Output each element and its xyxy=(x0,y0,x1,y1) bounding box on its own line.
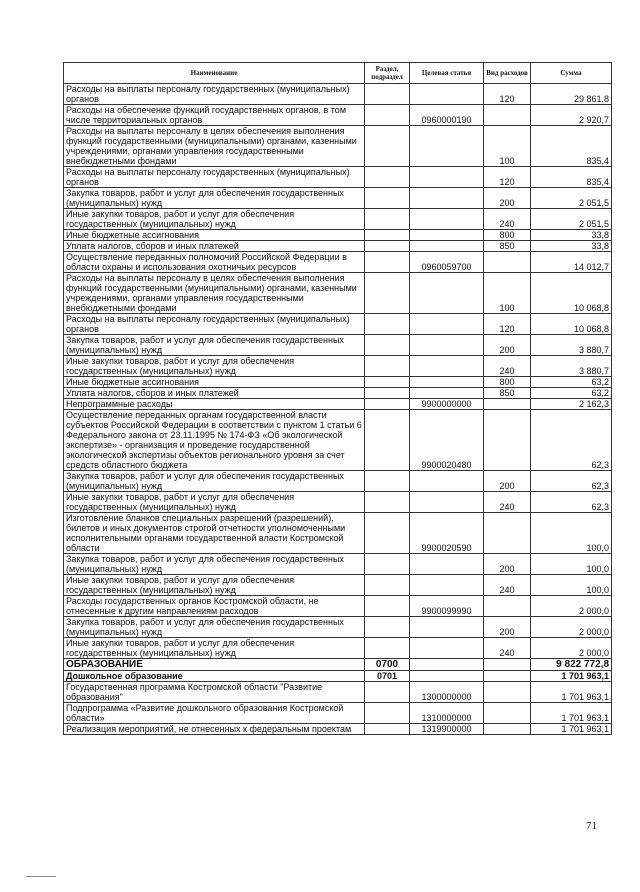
table-row xyxy=(64,617,612,638)
cell-amount: 2 051,5 xyxy=(531,209,612,230)
header-name: Наименование xyxy=(64,63,365,84)
header-section: Раздел, подраздел xyxy=(365,63,410,84)
cell-name: Иные закупки товаров, работ и услуг для обеспечения государственных (муниципальных) нужд xyxy=(64,209,365,230)
table-row xyxy=(64,682,612,703)
table-row xyxy=(64,554,612,575)
cell-amount: 1 701 963,1 xyxy=(531,671,612,682)
cell-amount: 33,8 xyxy=(531,230,612,241)
cell-target xyxy=(410,492,484,513)
table-row xyxy=(64,638,612,659)
cell-section xyxy=(365,230,410,241)
cell-section xyxy=(365,682,410,703)
cell-type: 240 xyxy=(484,356,531,377)
cell-type: 120 xyxy=(484,314,531,335)
cell-section xyxy=(365,703,410,724)
cell-name: Осуществление переданных органам государственной власти субъектов Российской Федерации в соответствии с пунктом 1 статьи 6 Федерального закона от 23.11.1995 № 174-ФЗ «Об экологической экспертизе» - организация и проведение государственной экологической экспертизы объектов регионального уровня за счет средств областного бюджета xyxy=(64,410,365,471)
cell-name: Закупка товаров, работ и услуг для обеспечения государственных (муниципальных) нужд xyxy=(64,188,365,209)
cell-section xyxy=(365,314,410,335)
cell-amount: 100,0 xyxy=(531,554,612,575)
cell-amount: 29 861,8 xyxy=(531,84,612,105)
cell-name: Расходы на выплаты персоналу государственных (муниципальных) органов xyxy=(64,84,365,105)
table-row xyxy=(64,126,612,167)
page-number: 71 xyxy=(586,820,597,832)
cell-amount: 2 920,7 xyxy=(531,105,612,126)
cell-target: 9900020590 xyxy=(410,513,484,554)
footer-divider xyxy=(26,876,56,877)
table-row xyxy=(64,671,612,682)
cell-amount: 10 068,8 xyxy=(531,314,612,335)
table-row xyxy=(64,241,612,252)
header-target: Целевая статья xyxy=(410,63,484,84)
table-row xyxy=(64,410,612,471)
cell-name: Иные закупки товаров, работ и услуг для обеспечения государственных (муниципальных) нужд xyxy=(64,356,365,377)
cell-target xyxy=(410,273,484,314)
cell-type xyxy=(484,513,531,554)
cell-name: Закупка товаров, работ и услуг для обеспечения государственных (муниципальных) нужд xyxy=(64,617,365,638)
table-row xyxy=(64,188,612,209)
cell-name: Изготовление бланков специальных разрешений (разрешений), билетов и иных документов строгой отчетности уполномоченными исполнительными органами государственной власти Костромской области xyxy=(64,513,365,554)
cell-amount: 2 000,0 xyxy=(531,638,612,659)
cell-amount: 1 701 963,1 xyxy=(531,682,612,703)
cell-amount: 100,0 xyxy=(531,513,612,554)
cell-section xyxy=(365,84,410,105)
cell-section xyxy=(365,273,410,314)
table-row xyxy=(64,596,612,617)
cell-target: 9900099990 xyxy=(410,596,484,617)
cell-section xyxy=(365,638,410,659)
cell-target xyxy=(410,188,484,209)
cell-section xyxy=(365,252,410,273)
table-row xyxy=(64,575,612,596)
table-row xyxy=(64,703,612,724)
cell-target: 0960000190 xyxy=(410,105,484,126)
cell-type xyxy=(484,659,531,671)
cell-amount: 3 880,7 xyxy=(531,335,612,356)
cell-target xyxy=(410,471,484,492)
cell-section xyxy=(365,126,410,167)
cell-name: Уплата налогов, сборов и иных платежей xyxy=(64,241,365,252)
cell-name: Иные закупки товаров, работ и услуг для обеспечения государственных (муниципальных) нужд xyxy=(64,638,365,659)
cell-name: Реализация мероприятий, не отнесенных к федеральным проектам xyxy=(64,724,365,735)
cell-amount: 1 701 963,1 xyxy=(531,703,612,724)
cell-section xyxy=(365,167,410,188)
cell-target xyxy=(410,356,484,377)
cell-amount: 62,3 xyxy=(531,492,612,513)
cell-name: Осуществление переданных полномочий Российской Федерации в области охраны и использования охотничьих ресурсов xyxy=(64,252,365,273)
cell-target: 9900000000 xyxy=(410,399,484,410)
cell-target: 1300000000 xyxy=(410,682,484,703)
cell-type xyxy=(484,399,531,410)
cell-section xyxy=(365,617,410,638)
cell-section xyxy=(365,356,410,377)
cell-amount: 835,4 xyxy=(531,126,612,167)
cell-section xyxy=(365,513,410,554)
cell-amount: 2 162,3 xyxy=(531,399,612,410)
cell-name: Расходы на выплаты персоналу государственных (муниципальных) органов xyxy=(64,167,365,188)
cell-section xyxy=(365,471,410,492)
cell-type xyxy=(484,410,531,471)
cell-target xyxy=(410,167,484,188)
table-row xyxy=(64,335,612,356)
cell-type: 120 xyxy=(484,167,531,188)
cell-amount: 9 822 772,8 xyxy=(531,659,612,671)
table-row xyxy=(64,252,612,273)
cell-type xyxy=(484,703,531,724)
cell-amount: 33,8 xyxy=(531,241,612,252)
cell-section xyxy=(365,241,410,252)
table-row xyxy=(64,314,612,335)
cell-target: 0960059700 xyxy=(410,252,484,273)
cell-name: Иные бюджетные ассигнования xyxy=(64,230,365,241)
cell-target xyxy=(410,388,484,399)
header-type: Вид расходов xyxy=(484,63,531,84)
table-row xyxy=(64,167,612,188)
cell-amount: 2 051,5 xyxy=(531,188,612,209)
cell-section xyxy=(365,377,410,388)
cell-target: 1310000000 xyxy=(410,703,484,724)
cell-type xyxy=(484,105,531,126)
cell-type: 800 xyxy=(484,230,531,241)
cell-target xyxy=(410,126,484,167)
cell-target xyxy=(410,659,484,671)
cell-amount: 1 701 963,1 xyxy=(531,724,612,735)
header-amount: Сумма xyxy=(531,63,612,84)
cell-section xyxy=(365,724,410,735)
table-row xyxy=(64,471,612,492)
cell-target xyxy=(410,230,484,241)
cell-type: 120 xyxy=(484,84,531,105)
table-row xyxy=(64,209,612,230)
cell-amount: 835,4 xyxy=(531,167,612,188)
cell-section xyxy=(365,388,410,399)
cell-amount: 62,3 xyxy=(531,471,612,492)
cell-type: 240 xyxy=(484,209,531,230)
cell-name: Иные закупки товаров, работ и услуг для обеспечения государственных (муниципальных) нужд xyxy=(64,575,365,596)
cell-section: 0700 xyxy=(365,659,410,671)
table-header-row xyxy=(64,63,612,84)
table-row xyxy=(64,399,612,410)
cell-name: Иные закупки товаров, работ и услуг для обеспечения государственных (муниципальных) нужд xyxy=(64,492,365,513)
cell-section xyxy=(365,209,410,230)
cell-target xyxy=(410,377,484,388)
cell-type: 200 xyxy=(484,617,531,638)
cell-name: Закупка товаров, работ и услуг для обеспечения государственных (муниципальных) нужд xyxy=(64,471,365,492)
cell-section xyxy=(365,335,410,356)
cell-section xyxy=(365,399,410,410)
cell-name: Расходы на выплаты персоналу государственных (муниципальных) органов xyxy=(64,314,365,335)
cell-name: Подпрограмма «Развитие дошкольного образования Костромской области» xyxy=(64,703,365,724)
cell-type: 240 xyxy=(484,492,531,513)
cell-target xyxy=(410,241,484,252)
cell-type: 200 xyxy=(484,335,531,356)
cell-name: Расходы на обеспечение функций государственных органов, в том числе территориальных органов xyxy=(64,105,365,126)
cell-type: 200 xyxy=(484,554,531,575)
cell-name: Расходы на выплаты персоналу в целях обеспечения выполнения функций государственными (муниципальными) органами, казенными учреждениями, органами управления государственными внебюджетными фондами xyxy=(64,273,365,314)
cell-type xyxy=(484,724,531,735)
cell-type: 200 xyxy=(484,188,531,209)
cell-type xyxy=(484,252,531,273)
cell-target xyxy=(410,575,484,596)
cell-target xyxy=(410,638,484,659)
cell-type xyxy=(484,596,531,617)
table-row xyxy=(64,513,612,554)
cell-target xyxy=(410,671,484,682)
cell-name: Уплата налогов, сборов и иных платежей xyxy=(64,388,365,399)
cell-type: 200 xyxy=(484,471,531,492)
table-row xyxy=(64,273,612,314)
cell-type: 100 xyxy=(484,126,531,167)
cell-target xyxy=(410,84,484,105)
table-row xyxy=(64,84,612,105)
cell-section xyxy=(365,410,410,471)
table-row xyxy=(64,724,612,735)
cell-target: 1319900000 xyxy=(410,724,484,735)
cell-section xyxy=(365,596,410,617)
cell-amount: 14 012,7 xyxy=(531,252,612,273)
table-row xyxy=(64,230,612,241)
cell-target xyxy=(410,554,484,575)
cell-amount: 2 000,0 xyxy=(531,596,612,617)
cell-amount: 3 880,7 xyxy=(531,356,612,377)
cell-name: Расходы на выплаты персоналу в целях обеспечения выполнения функций государственными (муниципальными) органами, казенными учреждениями, органами управления государственными внебюджетными фондами xyxy=(64,126,365,167)
cell-section xyxy=(365,105,410,126)
cell-section xyxy=(365,554,410,575)
cell-amount: 63,2 xyxy=(531,388,612,399)
table-row xyxy=(64,105,612,126)
cell-amount: 62,3 xyxy=(531,410,612,471)
cell-name: Расходы государственных органов Костромской области, не отнесенные к другим направлениям расходов xyxy=(64,596,365,617)
table-row xyxy=(64,492,612,513)
table-row xyxy=(64,388,612,399)
cell-section xyxy=(365,492,410,513)
cell-type: 100 xyxy=(484,273,531,314)
cell-name: Закупка товаров, работ и услуг для обеспечения государственных (муниципальных) нужд xyxy=(64,335,365,356)
cell-amount: 63,2 xyxy=(531,377,612,388)
cell-section xyxy=(365,575,410,596)
cell-name: Закупка товаров, работ и услуг для обеспечения государственных (муниципальных) нужд xyxy=(64,554,365,575)
table-row xyxy=(64,356,612,377)
cell-target xyxy=(410,209,484,230)
budget-table xyxy=(63,62,612,735)
cell-amount: 100,0 xyxy=(531,575,612,596)
cell-type: 850 xyxy=(484,241,531,252)
cell-type: 240 xyxy=(484,575,531,596)
cell-name: Государственная программа Костромской области "Развитие образования" xyxy=(64,682,365,703)
cell-amount: 2 000,0 xyxy=(531,617,612,638)
cell-target: 9900020480 xyxy=(410,410,484,471)
cell-name: Непрограммные расходы xyxy=(64,399,365,410)
cell-name: Иные бюджетные ассигнования xyxy=(64,377,365,388)
cell-type: 240 xyxy=(484,638,531,659)
cell-name: Дошкольное образование xyxy=(64,671,365,682)
cell-target xyxy=(410,314,484,335)
table-row xyxy=(64,377,612,388)
cell-type xyxy=(484,682,531,703)
table-row xyxy=(64,659,612,671)
cell-section: 0701 xyxy=(365,671,410,682)
cell-type: 850 xyxy=(484,388,531,399)
cell-target xyxy=(410,335,484,356)
cell-name: ОБРАЗОВАНИЕ xyxy=(64,659,365,671)
cell-type: 800 xyxy=(484,377,531,388)
cell-target xyxy=(410,617,484,638)
cell-type xyxy=(484,671,531,682)
cell-section xyxy=(365,188,410,209)
cell-amount: 10 068,8 xyxy=(531,273,612,314)
